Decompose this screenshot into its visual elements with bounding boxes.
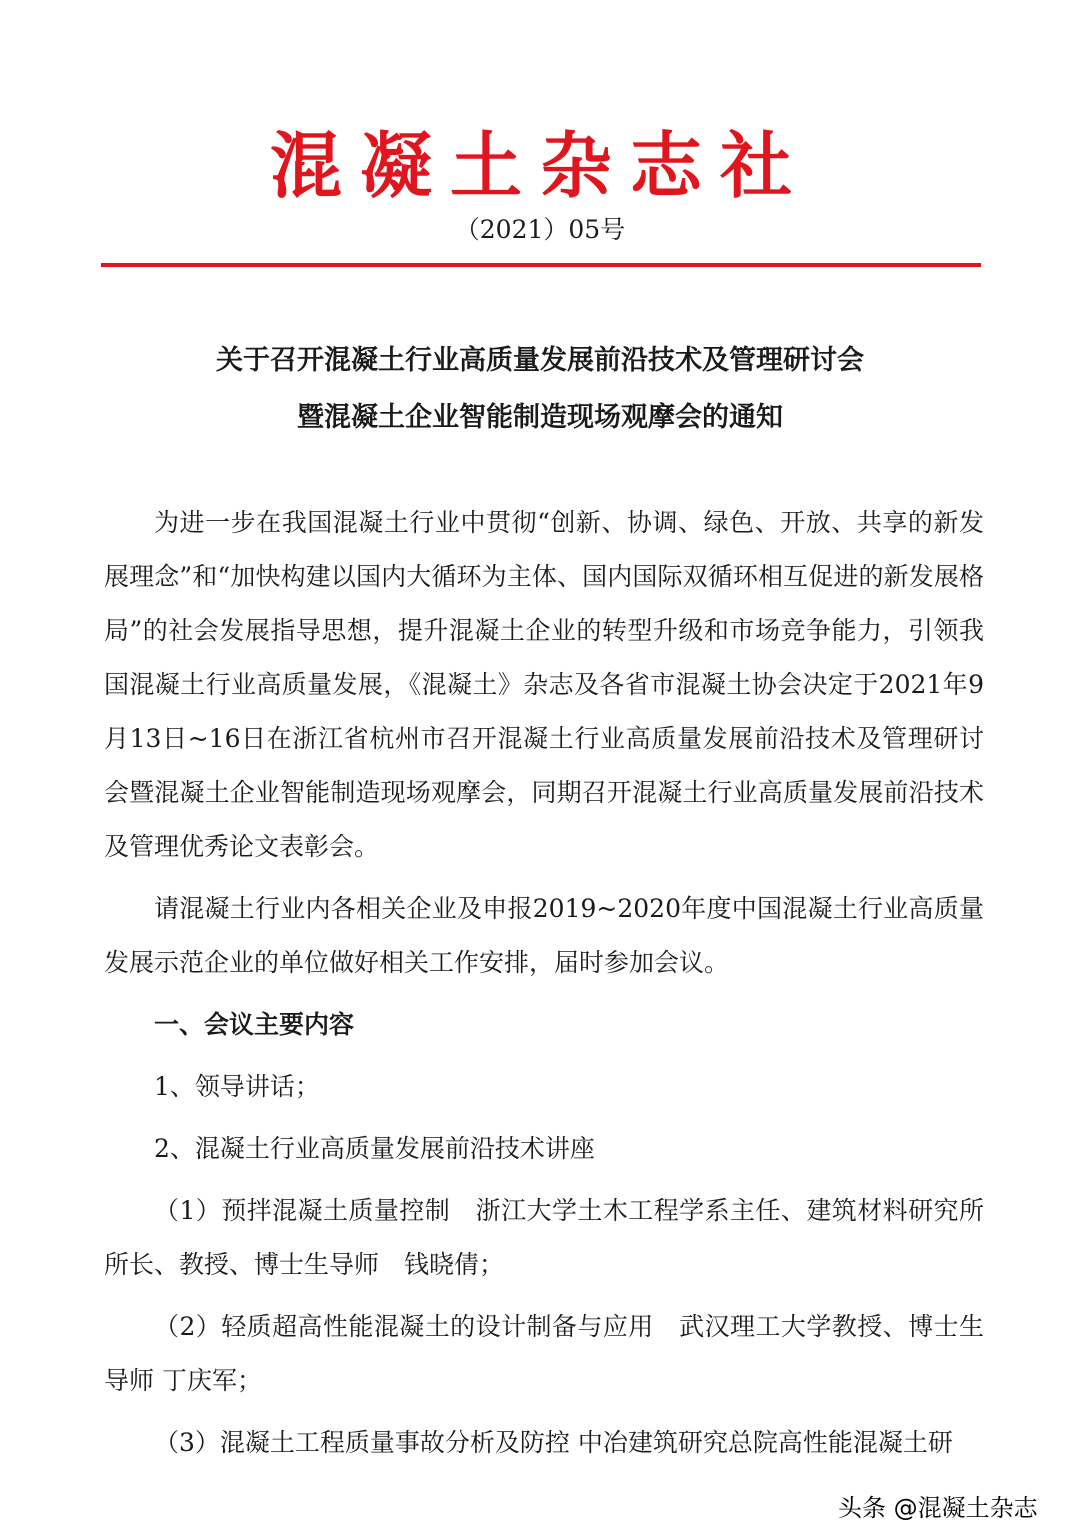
section-heading: 一、会议主要内容 [154,1010,355,1039]
document-number: （2021）05号 [454,215,626,244]
paragraph-intro: 为进一步在我国混凝土行业中贯彻“创新、协调、绿色、开放、共享的新发展理念”和“加快构建以国内大循环为主体、国内国际双循环相互促进的新发展格局”的社会发展指导思想，提升混凝土企业的转型升级和市场竞争能力，引领我国混凝土行业高质量发展，《混凝土》杂志及各省市混凝土协会决定于2021年9月13日~16日在浙江省杭州市召开混凝土行业高质量发展前沿技术及管理研讨会暨混凝土企业智能制造现场观摩会，同期召开混凝土行业高质量发展前沿技术及管理优秀论文表彰会。 [104,508,984,861]
notice-title-line1: 关于召开混凝土行业高质量发展前沿技术及管理研讨会 [216,345,864,376]
sub-list-item: （3）混凝土工程质量事故分析及防控 中冶建筑研究总院高性能混凝土研 [154,1428,953,1457]
notice-body [104,496,984,1478]
paragraph-request: 请混凝土行业内各相关企业及申报2019~2020年度中国混凝土行业高质量发展示范企业的单位做好相关工作安排，届时参加会议。 [104,894,984,977]
list-item: 1、领导讲话； [154,1072,320,1101]
toutiao-watermark: 头条 @混凝土杂志 [838,1494,1038,1522]
masthead-title: 混凝土杂志社 [269,124,810,208]
red-divider [101,263,981,267]
list-item: 2、混凝土行业高质量发展前沿技术讲座 [154,1134,595,1163]
notice-title-line2: 暨混凝土企业智能制造现场观摩会的通知 [297,402,783,433]
sub-list-item: （2）轻质超高性能混凝土的设计制备与应用 武汉理工大学教授、博士生导师 丁庆军； [104,1312,984,1395]
sub-list-item: （1）预拌混凝土质量控制 浙江大学土木工程学系主任、建筑材料研究所所长、教授、博士生导师 钱晓倩； [104,1196,984,1279]
